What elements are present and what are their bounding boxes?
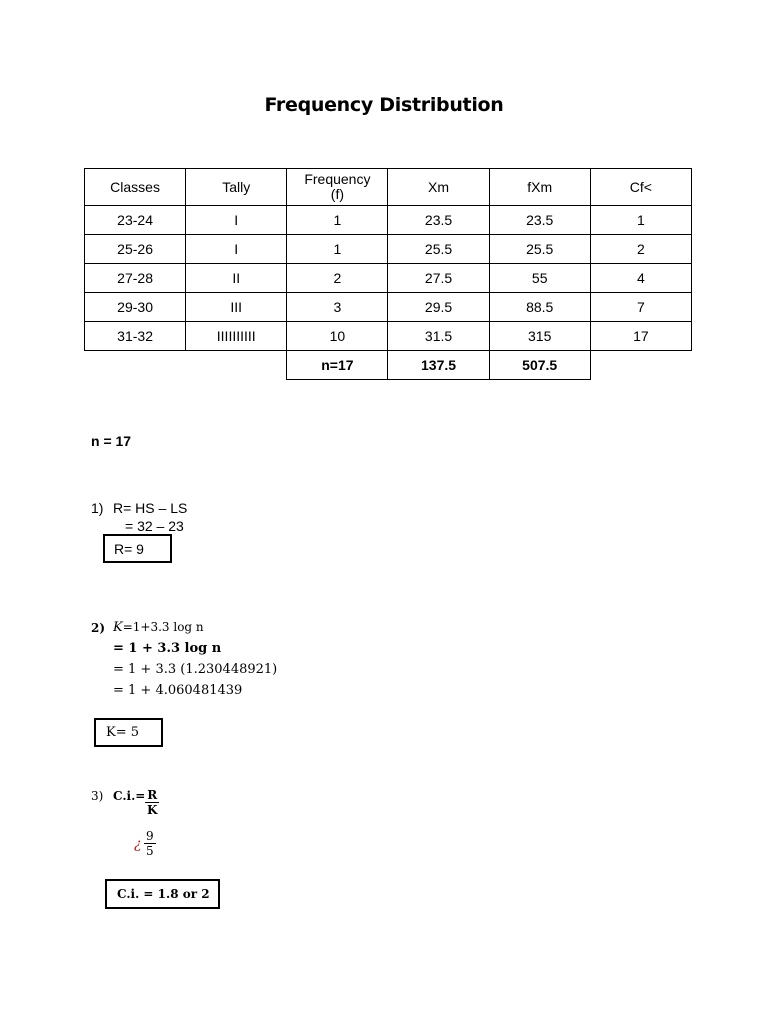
table-cell: 10 <box>287 322 388 351</box>
total-cell: 507.5 <box>489 351 590 380</box>
table-cell: I <box>186 206 287 235</box>
table-cell: 23-24 <box>85 206 186 235</box>
table-cell: 25.5 <box>489 235 590 264</box>
step1-line1: R= HS – LS <box>113 500 188 516</box>
table-cell: 315 <box>489 322 590 351</box>
table-cell: 27.5 <box>388 264 489 293</box>
totals-row <box>85 351 692 380</box>
n-value: n = 17 <box>91 433 132 449</box>
header-fxm: fXm <box>489 169 590 206</box>
page-title: Frequency Distribution <box>264 94 504 116</box>
table-cell: 88.5 <box>489 293 590 322</box>
table-row <box>85 322 692 351</box>
step3-label: C.i.= <box>113 789 146 803</box>
header-frequency: Frequency (f) <box>287 169 388 206</box>
table-cell: 29.5 <box>388 293 489 322</box>
table-cell: III <box>186 293 287 322</box>
step3-result-box <box>105 879 220 909</box>
table-cell: 27-28 <box>85 264 186 293</box>
table-cell: 4 <box>590 264 691 293</box>
empty-cell <box>590 351 691 380</box>
table-cell: 7 <box>590 293 691 322</box>
table-row <box>85 206 692 235</box>
table-cell: 55 <box>489 264 590 293</box>
step3-frac-num: R <box>145 788 159 803</box>
step1-line2: = 32 – 23 <box>125 518 184 534</box>
table-row <box>85 264 692 293</box>
step3-frac2-den: 5 <box>146 844 154 858</box>
step2-formula-rest: =1+3.3 log n <box>122 620 204 634</box>
step1-result: R= 9 <box>114 541 144 557</box>
empty-cell <box>85 351 186 380</box>
table-cell: 1 <box>590 206 691 235</box>
table-cell: 3 <box>287 293 388 322</box>
table-cell: 2 <box>287 264 388 293</box>
step1-number: 1) <box>91 500 104 516</box>
step3-result: C.i. = 1.8 or 2 <box>117 887 210 901</box>
empty-cell <box>186 351 287 380</box>
step3-frac2-num: 9 <box>146 829 154 843</box>
total-cell: 137.5 <box>388 351 489 380</box>
table-header-row <box>85 169 692 206</box>
step3-number: 3) <box>91 789 104 803</box>
step3-fraction2 <box>144 829 156 858</box>
table-cell: 25.5 <box>388 235 489 264</box>
table-cell: 17 <box>590 322 691 351</box>
table-cell: 29-30 <box>85 293 186 322</box>
step2-result: K= 5 <box>106 725 140 740</box>
table-cell: IIIIIIIIII <box>186 322 287 351</box>
step2-result-box <box>94 718 163 747</box>
table-cell: 25-26 <box>85 235 186 264</box>
table-cell: 23.5 <box>489 206 590 235</box>
header-tally: Tally <box>186 169 287 206</box>
step2-line3: = 1 + 4.060481439 <box>113 683 243 698</box>
step2-formula <box>113 620 204 635</box>
table-cell: II <box>186 264 287 293</box>
step2-line2: = 1 + 3.3 (1.230448921) <box>113 662 278 677</box>
header-classes: Classes <box>85 169 186 206</box>
frequency-table <box>84 168 692 380</box>
table-row <box>85 293 692 322</box>
step3-prefix: ¿ <box>134 836 142 852</box>
step2-number: 2) <box>91 621 106 635</box>
total-cell: n=17 <box>287 351 388 380</box>
step3-fraction <box>145 788 159 817</box>
table-cell: 31-32 <box>85 322 186 351</box>
table-row <box>85 235 692 264</box>
step3-frac-den: K <box>147 803 158 817</box>
table-cell: 23.5 <box>388 206 489 235</box>
step1-result-box <box>103 534 172 563</box>
step2-line1: = 1 + 3.3 log n <box>113 641 222 656</box>
table-cell: 1 <box>287 235 388 264</box>
step2-formula-var: K <box>113 620 123 635</box>
table-cell: 31.5 <box>388 322 489 351</box>
table-cell: I <box>186 235 287 264</box>
header-xm: Xm <box>388 169 489 206</box>
table-cell: 2 <box>590 235 691 264</box>
table-cell: 1 <box>287 206 388 235</box>
header-cf: Cf< <box>590 169 691 206</box>
